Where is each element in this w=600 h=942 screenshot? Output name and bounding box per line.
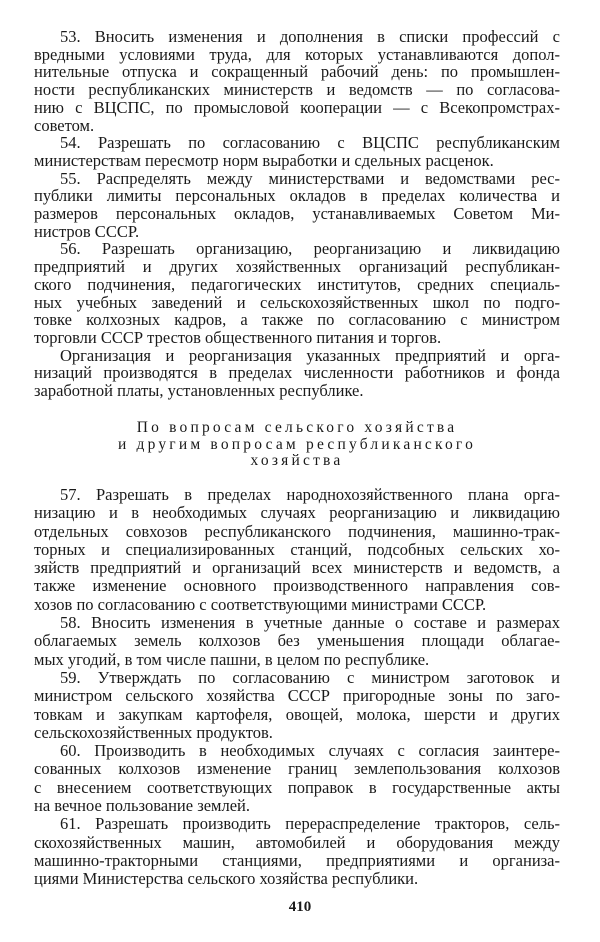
- heading-line: хозяйства: [250, 452, 344, 469]
- text-line: циями Министерства сельского хозяйства республики.: [34, 869, 419, 889]
- text-line: нительные отпуска и сокращенный рабочий день: по промышлен-: [34, 62, 560, 82]
- paragraph: [34, 28, 560, 134]
- text-line: 55. Распределять между министерствами и ведомствами рес-: [60, 168, 560, 188]
- section-heading: [34, 420, 560, 470]
- paragraph: [34, 134, 560, 169]
- text-line: ности республиканских министерств и ведомств — по согласова-: [34, 80, 560, 100]
- text-line: с внесением соответствующих поправок в государственные акты: [34, 777, 560, 797]
- text-line: скохозяйственных машин, автомобилей и оборудования между: [34, 832, 560, 852]
- text-line: размеров персональных окладов, устанавливаемых Советом Ми-: [34, 204, 560, 224]
- text-line: Организация и реорганизация указанных предприятий и орга-: [60, 345, 560, 365]
- text-line: низацию и в необходимых случаях реорганизацию и ликвидацию: [34, 503, 560, 523]
- text-line: нию с ВЦСПС, по промысловой кооперации — с Всекопромстрах-: [34, 97, 560, 117]
- text-line: торговли СССР трестов общественного питания и торгов.: [34, 327, 442, 347]
- paragraph: [34, 347, 560, 400]
- text-line: зяйств предприятий и организаций всех министерств и ведомств, а: [34, 558, 560, 578]
- text-line: сельскохозяйственных продуктов.: [34, 722, 273, 742]
- text-line: торных и специализированных станций, подсобных сельских хо-: [34, 539, 560, 559]
- text-line: 58. Вносить изменения в учетные данные о составе и размерах: [60, 613, 560, 633]
- text-line: низаций производятся в пределах численности работников и фонда: [34, 363, 560, 383]
- heading-line: и другим вопросам республиканского: [117, 435, 477, 453]
- text-line: 56. Разрешать организацию, реорганизацию и ликвидацию: [60, 239, 560, 259]
- text-line: товке колхозных кадров, а также по согласованию с министром: [34, 310, 560, 330]
- text-line: мых угодий, в том числе пашни, в целом по республике.: [34, 649, 430, 669]
- text-block-upper: [34, 28, 560, 400]
- text-line: министерствам пересмотр норм выработки и сдельных расценок.: [34, 150, 494, 170]
- text-line: вредными условиями труда, для которых устанавливаются допол-: [34, 44, 560, 64]
- paragraph: [34, 614, 560, 669]
- page-number: 410: [288, 899, 312, 915]
- text-line: 53. Вносить изменения и дополнения в списки профессий с: [60, 27, 560, 46]
- text-line: облагаемых земель колхозов без уменьшения площади облагае-: [34, 631, 560, 651]
- paragraph: [34, 170, 560, 241]
- text-line: нистров СССР.: [34, 221, 140, 241]
- text-line: сованных колхозов изменение границ землепользования колхозов: [34, 759, 560, 779]
- text-block-lower: [34, 486, 560, 889]
- text-line: на вечное пользование землей.: [34, 796, 251, 816]
- text-line: ных учебных заведений и сельскохозяйственных школ по подго-: [34, 292, 560, 312]
- text-line: хозов по согласованию с соответствующими министрами СССР.: [34, 594, 487, 614]
- text-line: товкам и закупкам картофеля, овощей, молока, шерсти и других: [34, 704, 560, 724]
- paragraph: [34, 815, 560, 888]
- paragraph: [34, 669, 560, 742]
- text-line: предприятий и других хозяйственных организаций республикан-: [34, 257, 560, 277]
- text-line: 57. Разрешать в пределах народнохозяйственного плана орга-: [60, 485, 560, 504]
- text-line: советом.: [34, 115, 95, 135]
- text-line: 61. Разрешать производить перераспределение тракторов, сель-: [60, 814, 560, 834]
- text-line: 59. Утверждать по согласованию с министром заготовок и: [60, 667, 560, 687]
- text-line: отдельных совхозов республиканского подчинения, машинно-трак-: [34, 521, 560, 541]
- text-line: ского подчинения, педагогических институтов, средних специаль-: [34, 274, 560, 294]
- text-line: заработной платы, установленных республике.: [34, 381, 364, 401]
- heading-line: По вопросам сельского хозяйства: [136, 419, 458, 436]
- paragraph: [34, 240, 560, 346]
- text-line: также изменение основного производственного направления сов-: [34, 576, 560, 596]
- paragraph: [34, 742, 560, 815]
- text-line: министром сельского хозяйства СССР пригородные зоны по заго-: [34, 686, 560, 706]
- text-line: 54. Разрешать по согласованию с ВЦСПС республиканским: [60, 133, 560, 153]
- text-line: публики лимиты персональных окладов в пределах количества и: [34, 186, 560, 206]
- text-line: машинно-тракторными станциями, предприятиями и организа-: [34, 850, 560, 870]
- paragraph: [34, 486, 560, 614]
- text-line: 60. Производить в необходимых случаях с согласия заинтере-: [60, 741, 560, 761]
